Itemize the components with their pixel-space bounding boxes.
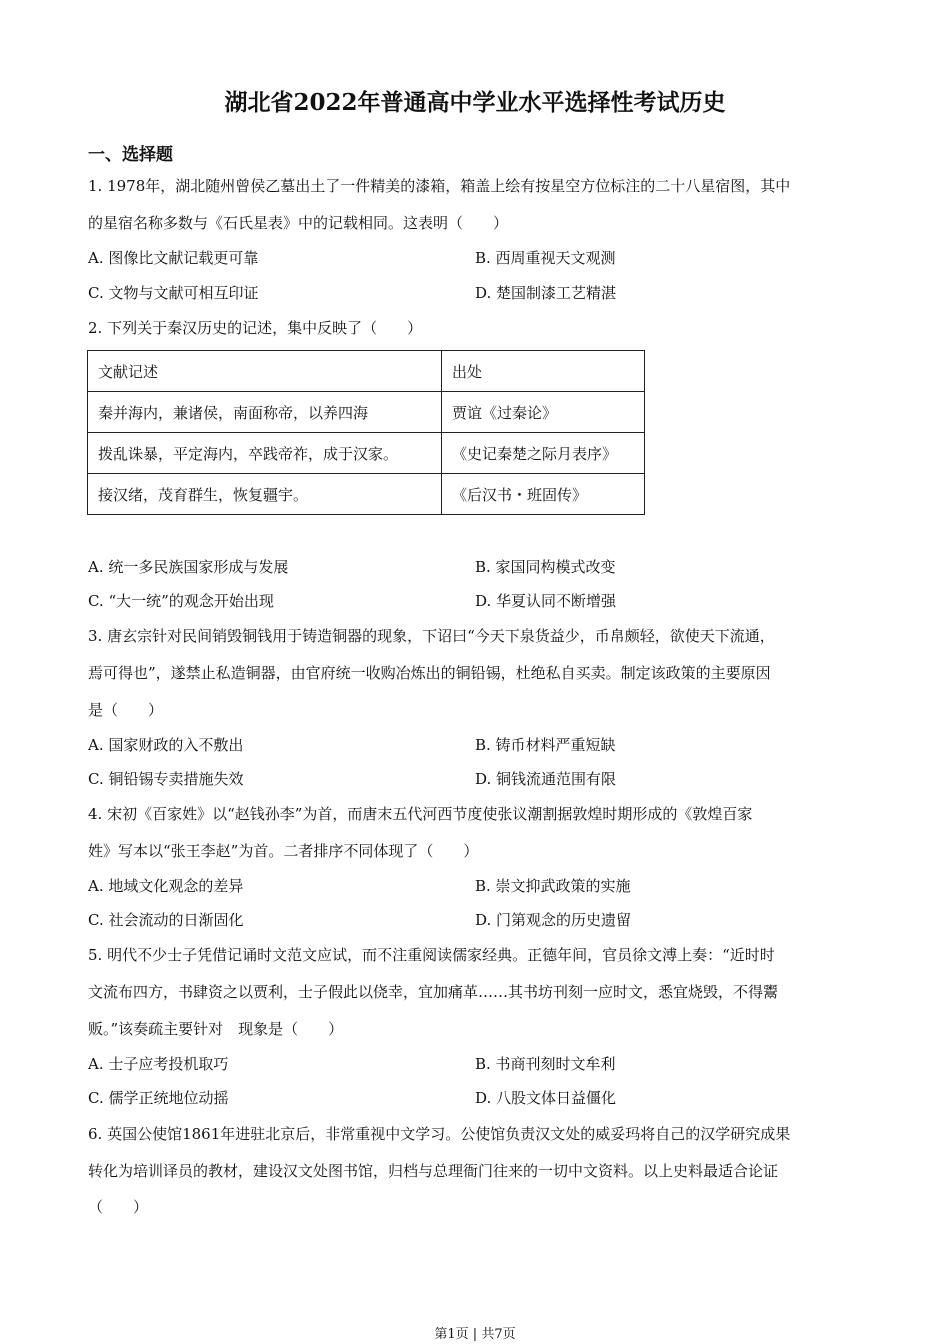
option-a: A. 国家财政的入不敷出 bbox=[88, 736, 244, 754]
option-d: D. 门第观念的历史遗留 bbox=[475, 911, 632, 929]
table-cell: 贾谊《过秦论》 bbox=[442, 392, 645, 433]
option-b: B. 铸币材料严重短缺 bbox=[475, 736, 616, 754]
option-a: A. 地域文化观念的差异 bbox=[88, 877, 244, 895]
option-b: B. 西周重视天文观测 bbox=[475, 249, 616, 267]
table-cell: 接汉绪，茂育群生，恢复疆宇。 bbox=[88, 474, 442, 515]
question-text: 2. 下列关于秦汉历史的记述，集中反映了（ ） bbox=[88, 319, 423, 337]
question-text: 4. 宋初《百家姓》以“赵钱孙李”为首，而唐末五代河西节度使张议潮割据敦煌时期形成的《敦煌百家 bbox=[88, 805, 753, 823]
table-row bbox=[88, 474, 645, 515]
table-cell: 拨乱诛暴，平定海内，卒践帝祚，成于汉家。 bbox=[88, 433, 442, 474]
question-text: 转化为培训译员的教材，建设汉文处图书馆，归档与总理衙门往来的一切中文资料。以上史料最适合论证 bbox=[88, 1162, 779, 1180]
option-b: B. 家国同构模式改变 bbox=[475, 558, 616, 576]
option-c: C. 文物与文献可相互印证 bbox=[88, 284, 259, 302]
table-cell: 《史记秦楚之际月表序》 bbox=[442, 433, 645, 474]
question-text: 焉可得也”，遂禁止私造铜器，由官府统一收购冶炼出的铜铅锡，杜绝私自买卖。制定该政策的主要原因 bbox=[88, 664, 771, 682]
option-b: B. 崇文抑武政策的实施 bbox=[475, 877, 631, 895]
page-footer: 第1页 | 共7页 bbox=[434, 1327, 516, 1342]
question-text: 文流布四方，书肆资之以贾利，士子假此以侥幸，宜加痛革……其书坊刊刻一应时文，悉宜烧毁，不得鬻 bbox=[88, 983, 779, 1001]
table-header-row bbox=[88, 351, 645, 392]
question-text: 5. 明代不少士子凭借记诵时文范文应试，而不注重阅读儒家经典。正德年间，官员徐文溥上奏：“近时时 bbox=[88, 946, 775, 964]
table-cell: 秦并海内，兼诸侯，南面称帝，以养四海 bbox=[88, 392, 442, 433]
source-table bbox=[87, 350, 645, 515]
question-text: 的星宿名称多数与《石氏星表》中的记载相同。这表明（ ） bbox=[88, 214, 509, 232]
table-row bbox=[88, 392, 645, 433]
option-d: D. 铜钱流通范围有限 bbox=[475, 770, 617, 788]
question-text: （ ） bbox=[88, 1198, 149, 1216]
option-b: B. 书商刊刻时文牟利 bbox=[475, 1055, 616, 1073]
question-text: 贩。”该奏疏主要针对 现象是（ ） bbox=[88, 1020, 344, 1038]
page-title: 湖北省2022年普通高中学业水平选择性考试历史 bbox=[224, 89, 726, 116]
option-c: C. 社会流动的日渐固化 bbox=[88, 911, 244, 929]
section-heading: 一、选择题 bbox=[88, 145, 173, 165]
option-d: D. 华夏认同不断增强 bbox=[475, 592, 617, 610]
option-c: C. 铜铅锡专卖措施失效 bbox=[88, 770, 244, 788]
table-header: 出处 bbox=[442, 351, 645, 392]
option-a: A. 士子应考投机取巧 bbox=[88, 1055, 229, 1073]
question-text: 3. 唐玄宗针对民间销毁铜钱用于铸造铜器的现象，下诏曰“今天下泉货益少，币帛颇轻，欲使天下流通， bbox=[88, 627, 775, 645]
option-a: A. 统一多民族国家形成与发展 bbox=[88, 558, 289, 576]
table-row bbox=[88, 433, 645, 474]
option-c: C. “大一统”的观念开始出现 bbox=[88, 592, 274, 610]
question-text: 1. 1978年，湖北随州曾侯乙墓出土了一件精美的漆箱，箱盖上绘有按星空方位标注的二十八星宿图，其中 bbox=[88, 177, 791, 195]
question-text: 6. 英国公使馆1861年进驻北京后，非常重视中文学习。公使馆负责汉文处的威妥玛将自己的汉学研究成果 bbox=[88, 1125, 791, 1143]
option-d: D. 楚国制漆工艺精湛 bbox=[475, 284, 617, 302]
option-d: D. 八股文体日益僵化 bbox=[475, 1089, 617, 1107]
table-header: 文献记述 bbox=[88, 351, 442, 392]
table-cell: 《后汉书・班固传》 bbox=[442, 474, 645, 515]
option-a: A. 图像比文献记载更可靠 bbox=[88, 249, 259, 267]
question-text: 是（ ） bbox=[88, 701, 164, 719]
question-text: 姓》写本以“张王李赵”为首。二者排序不同体现了（ ） bbox=[88, 842, 479, 860]
option-c: C. 儒学正统地位动摇 bbox=[88, 1089, 229, 1107]
